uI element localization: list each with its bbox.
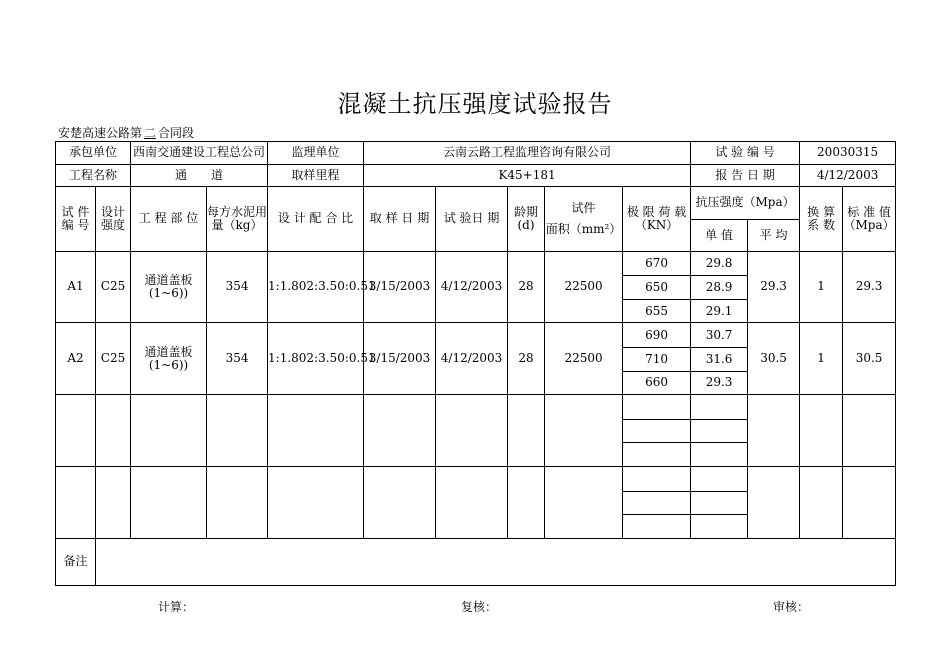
empty-cell xyxy=(623,491,691,515)
contract-section-line xyxy=(58,124,194,141)
empty-cell xyxy=(131,466,207,538)
strength-single-value: 28.9 xyxy=(691,276,748,300)
empty-cell xyxy=(843,395,896,467)
header-row-project xyxy=(56,164,896,187)
empty-cell xyxy=(268,466,364,538)
col-standard: 标 准 值（Mpa） xyxy=(843,187,896,252)
empty-cell xyxy=(56,395,96,467)
project-label: 工程名称 xyxy=(56,164,131,187)
col-strength-group: 抗压强度（Mpa） xyxy=(691,187,800,220)
load-value: 690 xyxy=(623,323,691,348)
area: 22500 xyxy=(545,323,623,395)
empty-cell xyxy=(623,466,691,491)
empty-cell xyxy=(96,466,131,538)
contract-section-number: 二 xyxy=(144,126,157,140)
empty-cell xyxy=(508,395,545,467)
empty-cell xyxy=(436,395,508,467)
conversion-factor: 1 xyxy=(800,251,843,323)
remarks-label: 备注 xyxy=(56,538,96,585)
standard-value: 30.5 xyxy=(843,323,896,395)
area: 22500 xyxy=(545,251,623,323)
age: 28 xyxy=(508,323,545,395)
test-date: 4/12/2003 xyxy=(436,251,508,323)
col-factor: 换 算 系 数 xyxy=(800,187,843,252)
empty-cell xyxy=(96,395,131,467)
location: 通道盖板(1~6)) xyxy=(131,251,207,323)
header-row-contractor xyxy=(56,142,896,165)
col-strength-single: 单 值 xyxy=(691,219,748,251)
empty-cell xyxy=(623,443,691,467)
test-number-value: 20030315 xyxy=(800,142,896,165)
col-area-top: 试件 xyxy=(571,200,596,215)
col-cement: 每方水泥用量（kg） xyxy=(207,187,268,252)
col-area-bottom: 面积（mm²） xyxy=(545,221,622,236)
contract-prefix: 安楚高速公路第 xyxy=(58,126,143,140)
col-mix-ratio: 设 计 配 合 比 xyxy=(268,187,364,252)
report-title: 混凝土抗压强度试验报告 xyxy=(337,90,613,118)
empty-table-row xyxy=(56,395,896,420)
remarks-row xyxy=(56,538,896,585)
sampling-mileage-value: K45+181 xyxy=(364,164,691,187)
empty-cell xyxy=(748,466,800,538)
col-load: 极 限 荷 载（KN） xyxy=(623,187,691,252)
empty-cell xyxy=(545,395,623,467)
col-age: 龄期(d) xyxy=(508,187,545,252)
contractor-value: 西南交通建设工程总公司 xyxy=(131,142,268,165)
load-value: 670 xyxy=(623,251,691,276)
standard-value: 29.3 xyxy=(843,251,896,323)
strength-single-value: 29.1 xyxy=(691,299,748,323)
age: 28 xyxy=(508,251,545,323)
project-value: 通 道 xyxy=(131,164,268,187)
cement-amount: 354 xyxy=(207,323,268,395)
empty-cell xyxy=(691,443,748,467)
col-sampling-date: 取 样 日 期 xyxy=(364,187,436,252)
strength-single-value: 29.8 xyxy=(691,251,748,276)
load-value: 650 xyxy=(623,276,691,300)
specimen-number: A2 xyxy=(56,323,96,395)
strength-average: 29.3 xyxy=(748,251,800,323)
footer-audit: 审核： xyxy=(773,600,810,614)
empty-table-row xyxy=(56,466,896,491)
supervisor-label: 监理单位 xyxy=(268,142,364,165)
empty-cell xyxy=(364,466,436,538)
empty-cell xyxy=(623,515,691,539)
strength-average: 30.5 xyxy=(748,323,800,395)
contractor-label: 承包单位 xyxy=(56,142,131,165)
specimen-number: A1 xyxy=(56,251,96,323)
empty-cell xyxy=(748,395,800,467)
empty-cell xyxy=(691,419,748,443)
footer-review: 复核： xyxy=(461,600,498,614)
col-design-strength: 设计强度 xyxy=(96,187,131,252)
contract-suffix: 合同段 xyxy=(158,126,195,140)
strength-single-value: 29.3 xyxy=(691,371,748,395)
footer-calculation: 计算： xyxy=(158,600,195,614)
col-test-date: 试 验日 期 xyxy=(436,187,508,252)
table-row xyxy=(56,323,896,348)
strength-single-value: 30.7 xyxy=(691,323,748,348)
empty-cell xyxy=(623,419,691,443)
design-strength: C25 xyxy=(96,323,131,395)
conversion-factor: 1 xyxy=(800,323,843,395)
sampling-date: 3/15/2003 xyxy=(364,251,436,323)
mix-ratio: 1:1.802:3.50:0.51 xyxy=(268,251,364,323)
location: 通道盖板(1~6)) xyxy=(131,323,207,395)
empty-cell xyxy=(691,515,748,539)
cement-amount: 354 xyxy=(207,251,268,323)
empty-cell xyxy=(623,395,691,420)
empty-cell xyxy=(436,466,508,538)
col-area xyxy=(545,187,623,252)
supervisor-value: 云南云路工程监理咨询有限公司 xyxy=(364,142,691,165)
empty-cell xyxy=(207,395,268,467)
empty-cell xyxy=(207,466,268,538)
remarks-value xyxy=(96,538,896,585)
report-date-value: 4/12/2003 xyxy=(800,164,896,187)
test-date: 4/12/2003 xyxy=(436,323,508,395)
empty-cell xyxy=(691,466,748,491)
empty-cell xyxy=(691,395,748,420)
design-strength: C25 xyxy=(96,251,131,323)
load-value: 660 xyxy=(623,371,691,395)
empty-cell xyxy=(56,466,96,538)
empty-cell xyxy=(508,466,545,538)
sampling-mileage-label: 取样里程 xyxy=(268,164,364,187)
col-location: 工 程 部 位 xyxy=(131,187,207,252)
empty-cell xyxy=(131,395,207,467)
table-row xyxy=(56,251,896,276)
sampling-date: 3/15/2003 xyxy=(364,323,436,395)
empty-cell xyxy=(800,466,843,538)
empty-cell xyxy=(800,395,843,467)
mix-ratio: 1:1.802:3.50:0.51 xyxy=(268,323,364,395)
column-header-row xyxy=(56,187,896,220)
strength-single-value: 31.6 xyxy=(691,348,748,372)
report-date-label: 报 告 日 期 xyxy=(691,164,800,187)
empty-cell xyxy=(268,395,364,467)
test-report-table xyxy=(55,141,896,586)
empty-cell xyxy=(691,491,748,515)
empty-cell xyxy=(843,466,896,538)
col-specimen-number: 试 件 编 号 xyxy=(56,187,96,252)
empty-cell xyxy=(364,395,436,467)
load-value: 710 xyxy=(623,348,691,372)
load-value: 655 xyxy=(623,299,691,323)
test-number-label: 试 验 编 号 xyxy=(691,142,800,165)
col-strength-average: 平 均 xyxy=(748,219,800,251)
empty-cell xyxy=(545,466,623,538)
